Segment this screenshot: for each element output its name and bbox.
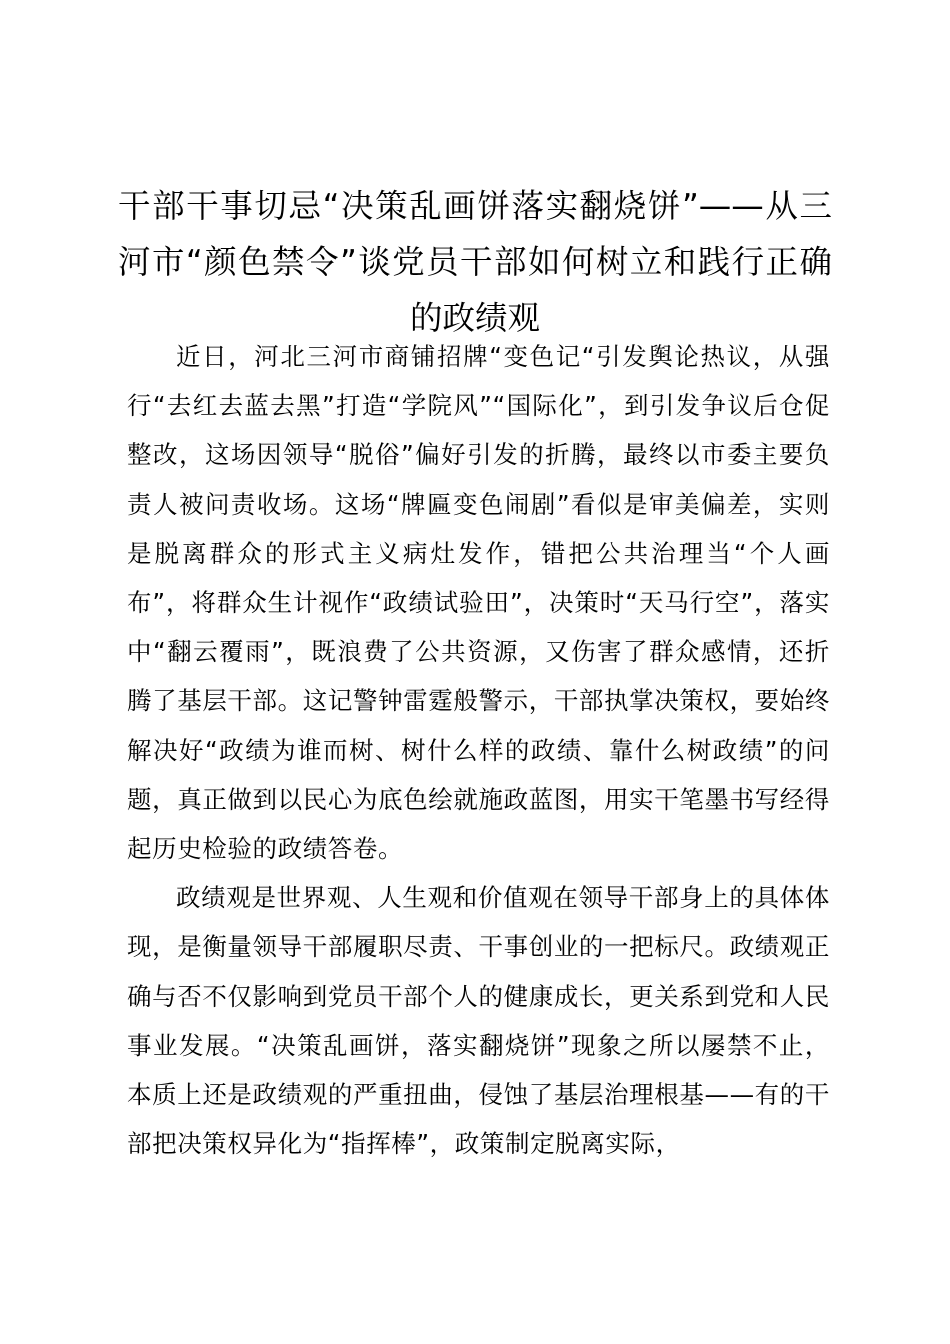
document-body	[127, 332, 830, 1168]
body-paragraph-2: 政绩观是世界观、人生观和价值观在领导干部身上的具体体现，是衡量领导干部履职尽责、干事创业的一把标尺。政绩观正确与否不仅影响到党员干部个人的健康成长，更关系到党和人民事业发展。“决策乱画饼，落实翻烧饼”现象之所以屡禁不止，本质上还是政绩观的严重扭曲，侵蚀了基层治理根基——有的干部把决策权异化为“指挥棒”，政策制定脱离实际，	[127, 883, 830, 1159]
document-title: 干部干事切忌“决策乱画饼落实翻烧饼”——从三河市“颜色禁令”谈党员干部如何树立和践行正确的政绩观	[118, 187, 832, 337]
body-paragraph-1: 近日，河北三河市商铺招牌“变色记“引发舆论热议，从强行“去红去蓝去黑”打造“学院风”“国际化”，到引发争议后仓促整改，这场因领导“脱俗”偏好引发的折腾，最终以市委主要负责人被问责收场。这场“牌匾变色闹剧”看似是审美偏差，实则是脱离群众的形式主义病灶发作，错把公共治理当“个人画布”，将群众生计视作“政绩试验田”，决策时“天马行空”，落实中“翻云覆雨”，既浪费了公共资源，又伤害了群众感情，还折腾了基层干部。这记警钟雷霆般警示，干部执掌决策权，要始终解决好“政绩为谁而树、树什么样的政绩、靠什么树政绩”的问题，真正做到以民心为底色绘就施政蓝图，用实干笔墨书写经得起历史检验的政绩答卷。	[127, 342, 830, 864]
